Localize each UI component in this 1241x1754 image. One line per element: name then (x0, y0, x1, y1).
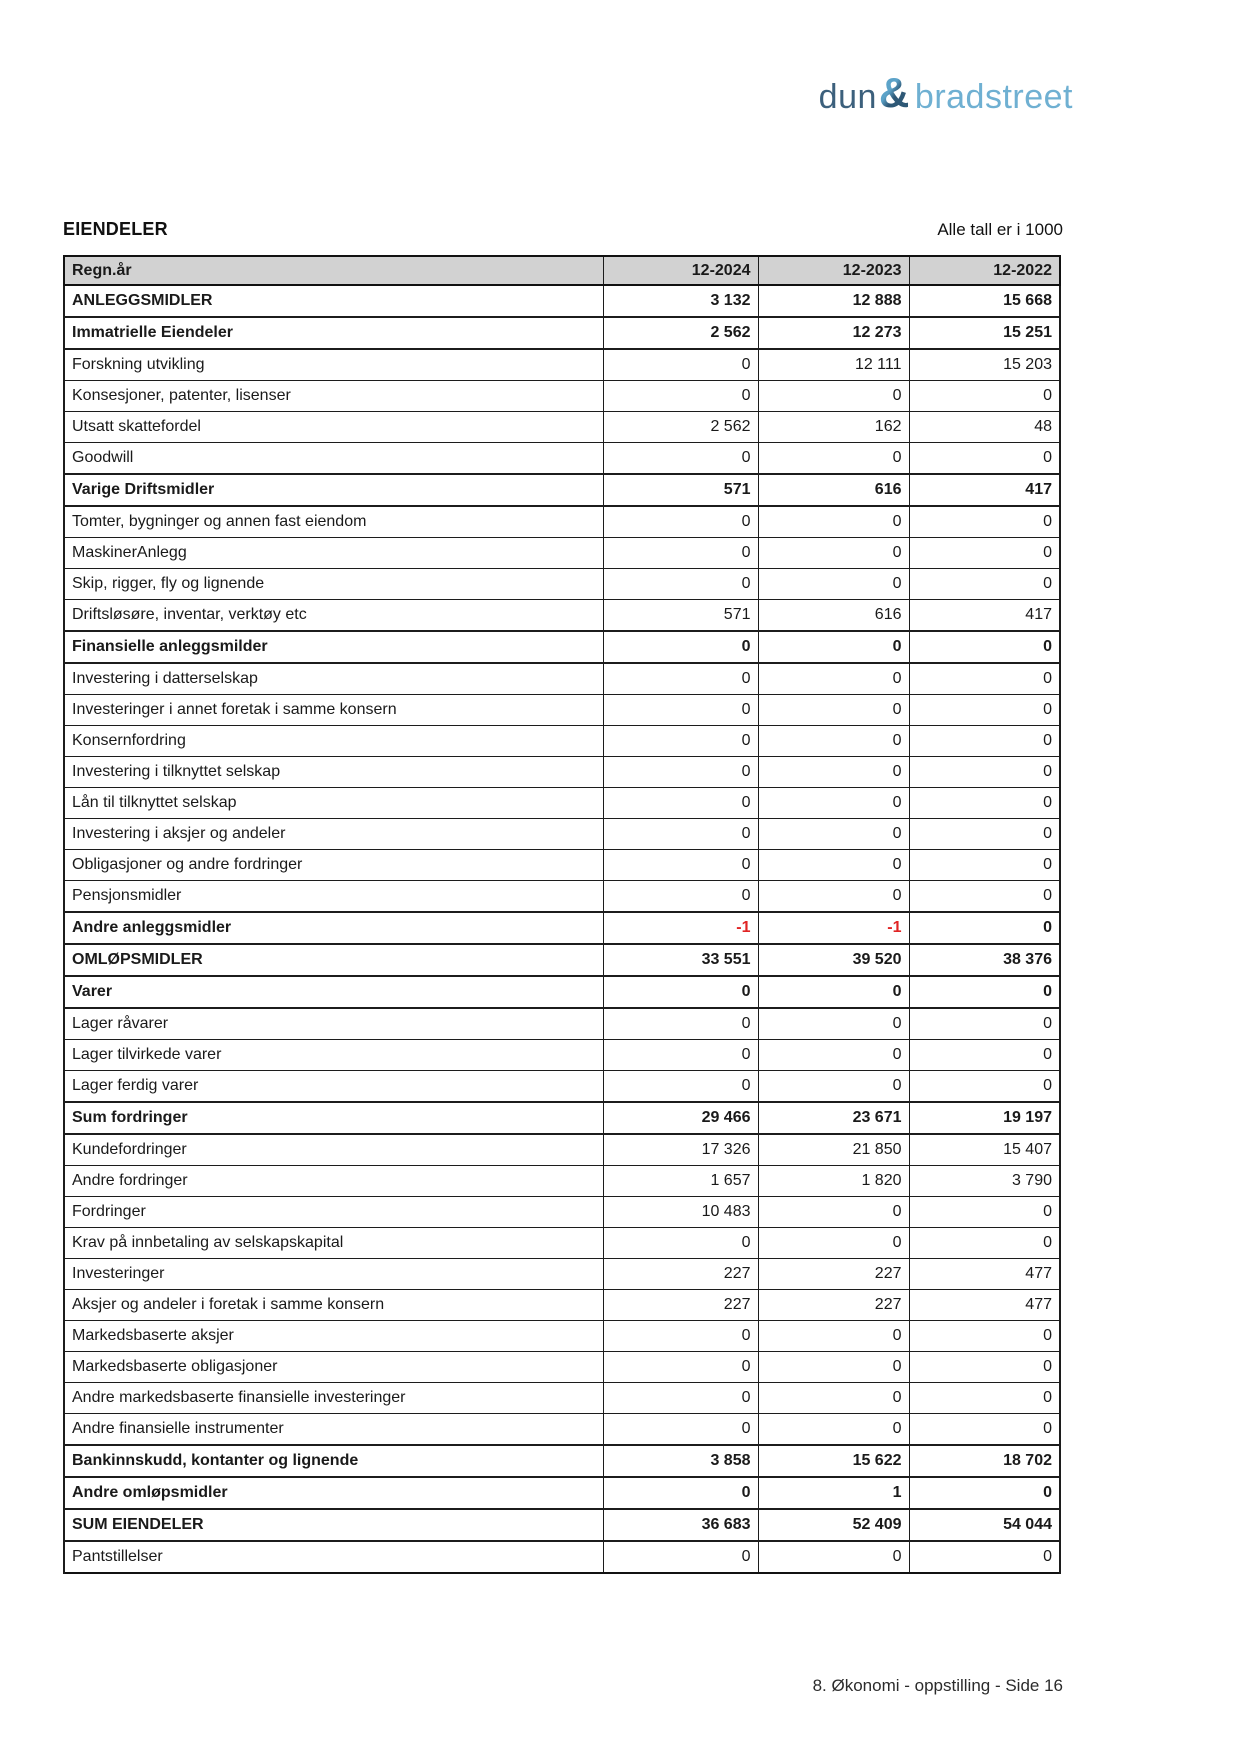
row-value: 0 (909, 506, 1060, 538)
row-label: ANLEGGSMIDLER (64, 285, 603, 317)
table-row (64, 726, 1060, 757)
row-label: Obligasjoner og andre fordringer (64, 850, 603, 881)
row-value: 12 111 (758, 349, 909, 381)
table-row (64, 976, 1060, 1008)
row-value: 3 132 (603, 285, 758, 317)
row-value: 23 671 (758, 1102, 909, 1134)
row-value: 0 (758, 1414, 909, 1446)
row-label: Markedsbaserte obligasjoner (64, 1352, 603, 1383)
row-value: 0 (758, 788, 909, 819)
row-value: 0 (603, 1071, 758, 1103)
page-title: EIENDELER (63, 219, 168, 239)
row-value: 0 (758, 976, 909, 1008)
row-label: Investeringer (64, 1259, 603, 1290)
row-value: 417 (909, 600, 1060, 632)
row-value: 0 (758, 881, 909, 913)
row-value: 0 (603, 569, 758, 600)
row-value: 0 (758, 1040, 909, 1071)
table-row (64, 1134, 1060, 1166)
row-label: Bankinnskudd, kontanter og lignende (64, 1445, 603, 1477)
table-row (64, 1228, 1060, 1259)
row-value: 0 (603, 757, 758, 788)
table-row (64, 1040, 1060, 1071)
row-value: 0 (909, 788, 1060, 819)
row-value: 3 790 (909, 1166, 1060, 1197)
row-value: 1 657 (603, 1166, 758, 1197)
row-value: 571 (603, 474, 758, 506)
row-value: 227 (758, 1290, 909, 1321)
row-value: 0 (758, 381, 909, 412)
row-value: 0 (758, 819, 909, 850)
row-value: 0 (603, 1477, 758, 1509)
row-value: 0 (909, 443, 1060, 475)
table-row (64, 1259, 1060, 1290)
row-label: Andre markedsbaserte finansielle investeringer (64, 1383, 603, 1414)
row-label: Immatrielle Eiendeler (64, 317, 603, 349)
row-label: MaskinerAnlegg (64, 538, 603, 569)
table-row (64, 1008, 1060, 1040)
row-value: 0 (909, 726, 1060, 757)
row-value: 0 (909, 819, 1060, 850)
row-value: 0 (603, 976, 758, 1008)
row-label: Konsernfordring (64, 726, 603, 757)
table-row (64, 850, 1060, 881)
table-row (64, 1197, 1060, 1228)
row-label: Lån til tilknyttet selskap (64, 788, 603, 819)
table-row (64, 506, 1060, 538)
row-label: Andre omløpsmidler (64, 1477, 603, 1509)
column-header-year-2023: 12-2023 (758, 256, 909, 285)
table-row (64, 788, 1060, 819)
row-value: 0 (909, 569, 1060, 600)
row-value: 227 (758, 1259, 909, 1290)
row-value: 0 (603, 538, 758, 569)
row-value: 18 702 (909, 1445, 1060, 1477)
row-value: 0 (758, 1383, 909, 1414)
row-value: 15 407 (909, 1134, 1060, 1166)
row-value: 0 (603, 1414, 758, 1446)
row-label: Pensjonsmidler (64, 881, 603, 913)
row-value: 417 (909, 474, 1060, 506)
row-value: 0 (909, 976, 1060, 1008)
title-row (63, 219, 1063, 240)
table-row (64, 1414, 1060, 1446)
table-row (64, 1352, 1060, 1383)
row-value: 0 (909, 1383, 1060, 1414)
row-value: 48 (909, 412, 1060, 443)
row-value: 2 562 (603, 412, 758, 443)
row-value: 17 326 (603, 1134, 758, 1166)
row-value: 10 483 (603, 1197, 758, 1228)
row-value: 0 (603, 381, 758, 412)
row-value: 0 (603, 663, 758, 695)
row-value: 0 (603, 1228, 758, 1259)
table-row (64, 1290, 1060, 1321)
row-value: 162 (758, 412, 909, 443)
table-row (64, 600, 1060, 632)
row-value: 0 (603, 819, 758, 850)
table-header-row (64, 256, 1060, 285)
row-value: 33 551 (603, 944, 758, 976)
row-value: 0 (758, 569, 909, 600)
row-value: 477 (909, 1259, 1060, 1290)
row-value: 0 (758, 1008, 909, 1040)
table-row (64, 663, 1060, 695)
row-value: 0 (909, 631, 1060, 663)
row-label: OMLØPSMIDLER (64, 944, 603, 976)
row-label: Lager ferdig varer (64, 1071, 603, 1103)
row-value: 0 (909, 1228, 1060, 1259)
row-value: 0 (909, 1321, 1060, 1352)
row-value: 15 251 (909, 317, 1060, 349)
table-row (64, 1509, 1060, 1541)
row-label: Skip, rigger, fly og lignende (64, 569, 603, 600)
row-value: 616 (758, 600, 909, 632)
row-label: Varer (64, 976, 603, 1008)
row-label: Andre anleggsmidler (64, 912, 603, 944)
dun-bradstreet-logo (819, 72, 1073, 122)
row-value: 54 044 (909, 1509, 1060, 1541)
row-label: Kundefordringer (64, 1134, 603, 1166)
row-label: Markedsbaserte aksjer (64, 1321, 603, 1352)
row-value: 0 (758, 1071, 909, 1103)
row-value: 0 (603, 1321, 758, 1352)
row-label: Goodwill (64, 443, 603, 475)
row-value: 0 (909, 912, 1060, 944)
row-value: 0 (909, 381, 1060, 412)
column-header-regnar: Regn.år (64, 256, 603, 285)
row-label: Aksjer og andeler i foretak i samme konsern (64, 1290, 603, 1321)
row-value: 0 (758, 1321, 909, 1352)
row-value: 0 (758, 1197, 909, 1228)
row-label: Investering i datterselskap (64, 663, 603, 695)
table-row (64, 381, 1060, 412)
row-value: 0 (603, 881, 758, 913)
row-value: 0 (909, 1414, 1060, 1446)
row-value: 12 888 (758, 285, 909, 317)
row-value: 12 273 (758, 317, 909, 349)
row-label: Lager råvarer (64, 1008, 603, 1040)
row-value: 0 (758, 663, 909, 695)
row-value: 15 203 (909, 349, 1060, 381)
row-value: 0 (909, 1352, 1060, 1383)
row-label: Sum fordringer (64, 1102, 603, 1134)
table-row (64, 695, 1060, 726)
row-value: 0 (758, 631, 909, 663)
logo-text-bradstreet: bradstreet (914, 78, 1073, 116)
row-value: 21 850 (758, 1134, 909, 1166)
page-footer: 8. Økonomi - oppstilling - Side 16 (812, 1676, 1063, 1695)
row-value: 29 466 (603, 1102, 758, 1134)
row-value: 0 (603, 726, 758, 757)
row-value: 0 (603, 443, 758, 475)
row-value: 3 858 (603, 1445, 758, 1477)
table-row (64, 412, 1060, 443)
row-value: 227 (603, 1290, 758, 1321)
row-value: 0 (603, 631, 758, 663)
units-note: Alle tall er i 1000 (937, 220, 1063, 239)
logo-text-dun: dun (818, 78, 877, 116)
row-label: Tomter, bygninger og annen fast eiendom (64, 506, 603, 538)
row-value: 0 (909, 1071, 1060, 1103)
table-row (64, 538, 1060, 569)
column-header-year-2024: 12-2024 (603, 256, 758, 285)
row-label: Utsatt skattefordel (64, 412, 603, 443)
row-value: 0 (758, 695, 909, 726)
row-value: -1 (603, 912, 758, 944)
row-value: -1 (758, 912, 909, 944)
row-label: Andre fordringer (64, 1166, 603, 1197)
row-value: 571 (603, 600, 758, 632)
row-value: 38 376 (909, 944, 1060, 976)
row-value: 0 (758, 1228, 909, 1259)
row-value: 0 (909, 1477, 1060, 1509)
ampersand-icon (878, 70, 914, 120)
table-row (64, 1445, 1060, 1477)
row-value: 477 (909, 1290, 1060, 1321)
row-value: 0 (603, 1541, 758, 1573)
row-value: 19 197 (909, 1102, 1060, 1134)
table-row (64, 1071, 1060, 1103)
row-value: 15 622 (758, 1445, 909, 1477)
row-value: 0 (909, 1040, 1060, 1071)
row-value: 0 (758, 757, 909, 788)
row-label: Konsesjoner, patenter, lisenser (64, 381, 603, 412)
row-value: 0 (603, 506, 758, 538)
row-label: Fordringer (64, 1197, 603, 1228)
row-value: 0 (909, 881, 1060, 913)
row-label: Andre finansielle instrumenter (64, 1414, 603, 1446)
row-value: 0 (909, 663, 1060, 695)
row-value: 2 562 (603, 317, 758, 349)
row-value: 0 (758, 1352, 909, 1383)
row-value: 0 (758, 726, 909, 757)
column-header-year-2022: 12-2022 (909, 256, 1060, 285)
table-row (64, 317, 1060, 349)
row-label: Finansielle anleggsmilder (64, 631, 603, 663)
row-label: Varige Driftsmidler (64, 474, 603, 506)
table-row (64, 757, 1060, 788)
row-value: 0 (603, 1008, 758, 1040)
table-row (64, 1321, 1060, 1352)
table-row (64, 1166, 1060, 1197)
row-value: 0 (909, 1197, 1060, 1228)
row-label: Lager tilvirkede varer (64, 1040, 603, 1071)
row-label: Forskning utvikling (64, 349, 603, 381)
row-value: 0 (909, 757, 1060, 788)
table-row (64, 881, 1060, 913)
table-row (64, 1541, 1060, 1573)
row-value: 0 (603, 850, 758, 881)
row-value: 0 (603, 349, 758, 381)
table-row (64, 1477, 1060, 1509)
table-row (64, 912, 1060, 944)
row-value: 0 (603, 788, 758, 819)
table-row (64, 1102, 1060, 1134)
row-label: Driftsløsøre, inventar, verktøy etc (64, 600, 603, 632)
table-row (64, 631, 1060, 663)
row-label: Investeringer i annet foretak i samme konsern (64, 695, 603, 726)
row-value: 0 (758, 538, 909, 569)
table-row (64, 285, 1060, 317)
row-value: 0 (909, 538, 1060, 569)
row-label: SUM EIENDELER (64, 1509, 603, 1541)
balance-sheet-table (63, 255, 1061, 1574)
table-row (64, 819, 1060, 850)
row-value: 36 683 (603, 1509, 758, 1541)
row-value: 0 (909, 850, 1060, 881)
table-row (64, 944, 1060, 976)
row-value: 39 520 (758, 944, 909, 976)
row-value: 15 668 (909, 285, 1060, 317)
row-value: 1 820 (758, 1166, 909, 1197)
row-value: 52 409 (758, 1509, 909, 1541)
row-value: 0 (758, 1541, 909, 1573)
row-label: Krav på innbetaling av selskapskapital (64, 1228, 603, 1259)
table-row (64, 443, 1060, 475)
row-label: Pantstillelser (64, 1541, 603, 1573)
row-value: 0 (909, 1008, 1060, 1040)
row-value: 616 (758, 474, 909, 506)
row-value: 0 (909, 1541, 1060, 1573)
row-value: 0 (758, 443, 909, 475)
table-row (64, 349, 1060, 381)
svg-text:&: & (878, 70, 910, 114)
row-value: 0 (603, 695, 758, 726)
row-label: Investering i aksjer og andeler (64, 819, 603, 850)
row-value: 227 (603, 1259, 758, 1290)
table-row (64, 569, 1060, 600)
row-value: 1 (758, 1477, 909, 1509)
table-row (64, 474, 1060, 506)
row-value: 0 (758, 850, 909, 881)
row-value: 0 (603, 1040, 758, 1071)
row-value: 0 (909, 695, 1060, 726)
row-label: Investering i tilknyttet selskap (64, 757, 603, 788)
table-row (64, 1383, 1060, 1414)
row-value: 0 (603, 1383, 758, 1414)
row-value: 0 (603, 1352, 758, 1383)
row-value: 0 (758, 506, 909, 538)
